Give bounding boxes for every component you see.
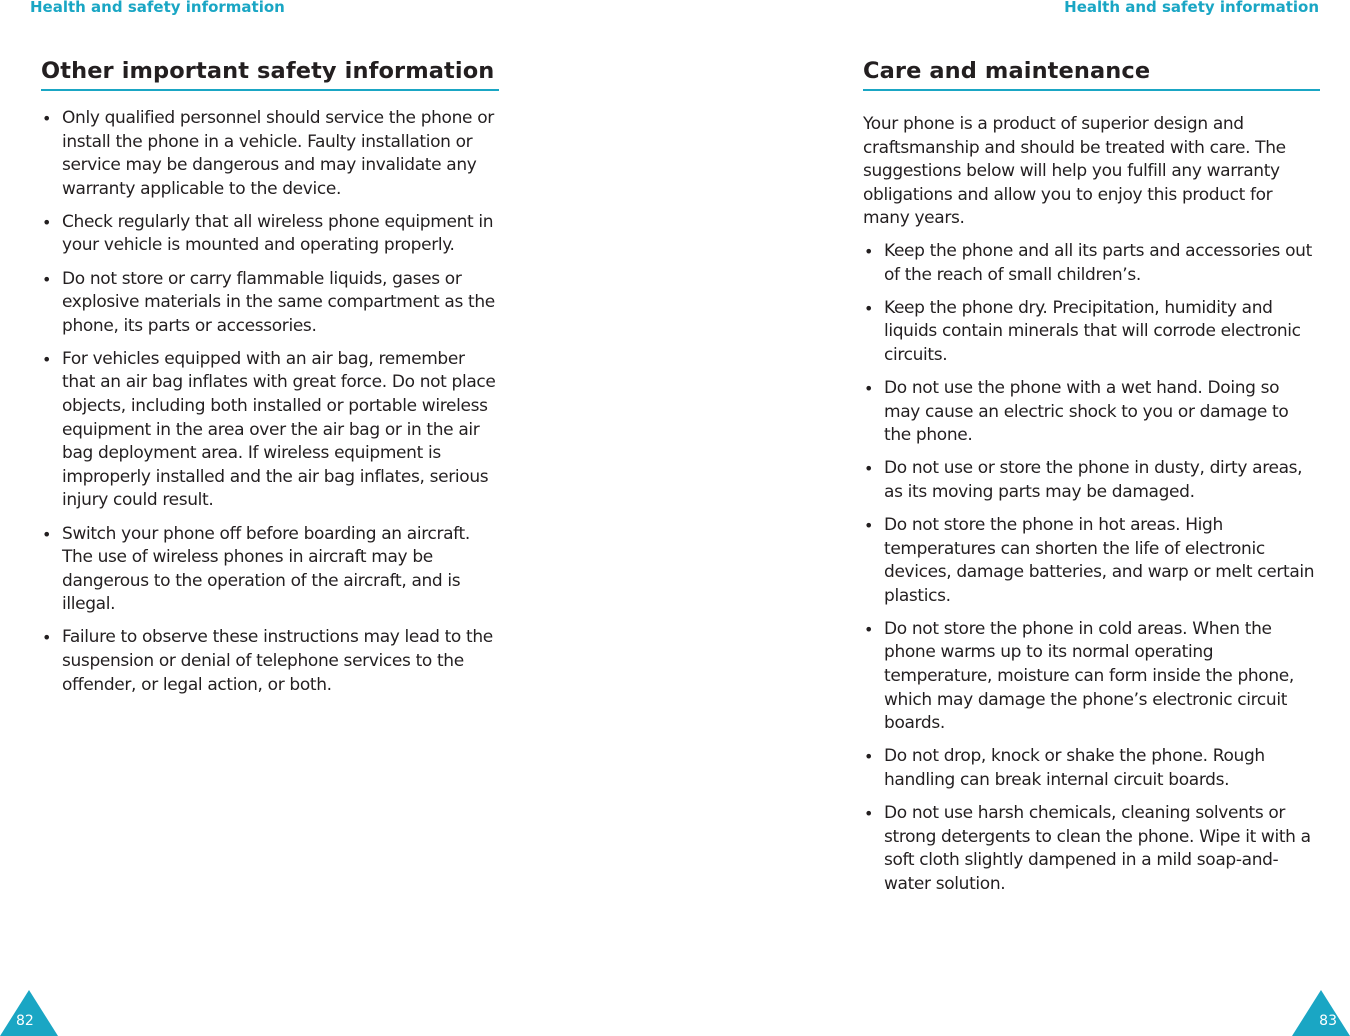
list-item — [41, 626, 499, 697]
page-content — [41, 58, 499, 707]
list-item-text: Do not store the phone in hot areas. High temperatures can shorten the life of electronic devices, damage batteries, and warp or melt certain plastics. — [884, 514, 1315, 606]
list-item-text: Do not use the phone with a wet hand. Doing so may cause an electric shock to you or damage to the phone. — [884, 377, 1289, 446]
bullet-dot-icon: • — [864, 747, 874, 767]
list-item — [863, 457, 1320, 504]
bullet-dot-icon: • — [42, 109, 52, 128]
section-title: Other important safety information — [41, 58, 499, 91]
list-item — [863, 745, 1320, 792]
page-number: 82 — [16, 1013, 34, 1029]
bullet-dot-icon: • — [42, 628, 52, 648]
bullet-dot-icon: • — [864, 619, 874, 639]
list-item-text: Do not drop, knock or shake the phone. Rough handling can break internal circuit boards. — [884, 746, 1265, 790]
list-item — [41, 107, 499, 201]
list-item — [41, 211, 499, 258]
intro-paragraph: Your phone is a product of superior design and craftsmanship and should be treated with care. The suggestions below will help you fulfill any warranty obligations and allow you to enjoy this product for many years. — [863, 114, 1286, 229]
page-number-tab — [1292, 990, 1350, 1036]
list-item-text: For vehicles equipped with an air bag, remember that an air bag inflates with great force. Do not place objects, including both installed or portable wireless equipment in the area over the air bag or in the air bag deployment area. If wireless equipment is improperly installed and the air bag inflates, serious injury could result. — [62, 348, 496, 511]
list-item — [863, 240, 1320, 287]
list-item-text: Check regularly that all wireless phone equipment in your vehicle is mounted and operating properly. — [62, 211, 494, 256]
bullet-dot-icon: • — [42, 524, 52, 544]
list-item-text: Do not store the phone in cold areas. When the phone warms up to its normal operating temperature, moisture can form inside the phone, which may damage the phone’s electronic circuit boards. — [884, 618, 1294, 734]
bullet-dot-icon: • — [864, 298, 874, 318]
bullet-list — [41, 107, 499, 697]
list-item-text: Keep the phone dry. Precipitation, humidity and liquids contain minerals that will corrode electronic circuits. — [884, 297, 1301, 365]
bullet-dot-icon: • — [864, 378, 874, 398]
right-page — [675, 0, 1350, 1036]
list-item — [863, 297, 1320, 368]
bullet-dot-icon: • — [864, 803, 874, 823]
page-number: 83 — [1319, 1013, 1337, 1029]
running-header: Health and safety information — [1064, 0, 1319, 16]
section-title: Care and maintenance — [863, 58, 1320, 91]
bullet-dot-icon: • — [42, 212, 52, 232]
list-item — [863, 377, 1320, 448]
list-item — [863, 802, 1320, 896]
list-item-text: Switch your phone off before boarding an aircraft. The use of wireless phones in aircraft may be dangerous to the operation of the aircraft, and is illegal. — [62, 523, 470, 615]
list-item — [41, 523, 499, 617]
list-item-text: Only qualified personnel should service the phone or install the phone in a vehicle. Faulty installation or service may be dangerous and may invalidate any warranty applicable to the device. — [62, 108, 494, 199]
bullet-dot-icon: • — [864, 459, 874, 479]
bullet-dot-icon: • — [42, 349, 52, 369]
page-content — [863, 58, 1320, 906]
list-item-text: Do not use harsh chemicals, cleaning solvents or strong detergents to clean the phone. Wipe it with a soft cloth slightly dampened in a mild soap-and-water solution. — [884, 802, 1311, 894]
list-item-text: Do not use or store the phone in dusty, dirty areas, as its moving parts may be damaged. — [884, 458, 1303, 502]
list-item-text: Keep the phone and all its parts and accessories out of the reach of small children’s. — [884, 240, 1312, 285]
list-item — [41, 268, 499, 339]
bullet-list — [863, 240, 1320, 896]
list-item-text: Failure to observe these instructions may lead to the suspension or denial of telephone services to the offender, or legal action, or both. — [62, 627, 493, 695]
list-item — [863, 514, 1320, 608]
bullet-dot-icon: • — [42, 269, 52, 289]
bullet-dot-icon: • — [864, 515, 874, 535]
page-number-tab — [0, 990, 58, 1036]
list-item-text: Do not store or carry flammable liquids, gases or explosive materials in the same compartment as the phone, its parts or accessories. — [62, 268, 495, 336]
list-item — [41, 348, 499, 513]
list-item — [863, 618, 1320, 736]
bullet-dot-icon: • — [864, 241, 874, 261]
running-header: Health and safety information — [30, 0, 285, 16]
